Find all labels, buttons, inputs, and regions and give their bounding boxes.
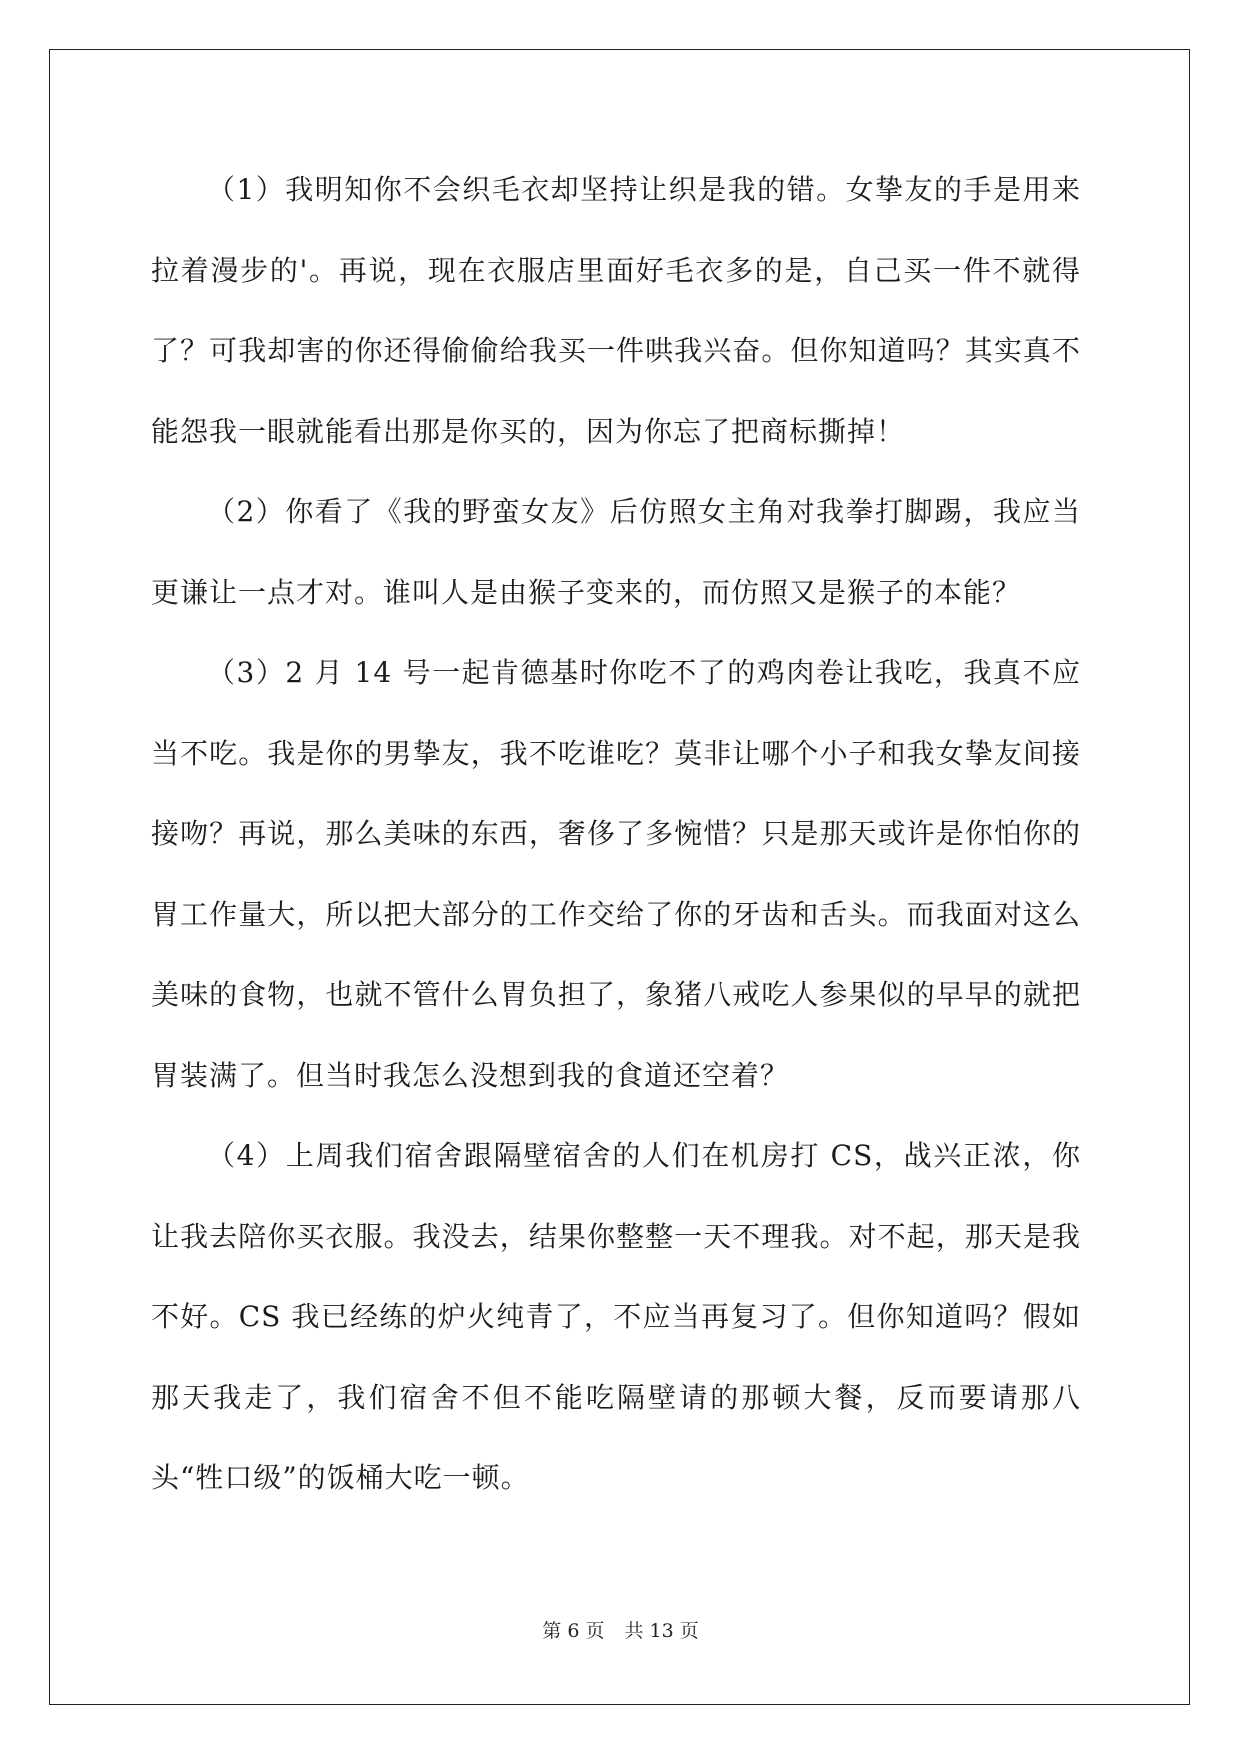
document-body — [151, 150, 1081, 1519]
paragraph-3: （3）2 月 14 号一起肯德基时你吃不了的鸡肉卷让我吃，我真不应当不吃。我是你的男挚友，我不吃谁吃？莫非让哪个小子和我女挚友间接接吻？再说，那么美味的东西，奢侈了多惋惜？只是那天或许是你怕你的胃工作量大，所以把大部分的工作交给了你的牙齿和舌头。而我面对这么美味的食物，也就不管什么胃负担了，象猪八戒吃人参果似的早早的就把胃装满了。但当时我怎么没想到我的食道还空着？ — [151, 656, 1081, 1092]
paragraph-4: （4）上周我们宿舍跟隔壁宿舍的人们在机房打 CS，战兴正浓，你让我去陪你买衣服。我没去，结果你整整一天不理我。对不起，那天是我不好。CS 我已经练的炉火纯青了，不应当再复习了。但你知道吗？假如那天我走了，我们宿舍不但不能吃隔壁请的那顿大餐，反而要请那八头“牲口级”的饭桶大吃一顿。 — [151, 1139, 1081, 1494]
page-total: 共 13 页 — [624, 1620, 699, 1642]
page-footer — [0, 1616, 1241, 1643]
page-number: 第 6 页 — [542, 1620, 605, 1642]
paragraph-2: （2）你看了《我的野蛮女友》后仿照女主角对我拳打脚踢，我应当更谦让一点才对。谁叫人是由猴子变来的，而仿照又是猴子的本能？ — [151, 495, 1081, 609]
paragraph-1: （1）我明知你不会织毛衣却坚持让织是我的错。女挚友的手是用来拉着漫步的'。再说，现在衣服店里面好毛衣多的是，自己买一件不就得了？可我却害的你还得偷偷给我买一件哄我兴奋。但你知道吗？其实真不能怨我一眼就能看出那是你买的，因为你忘了把商标撕掉！ — [151, 173, 1081, 448]
